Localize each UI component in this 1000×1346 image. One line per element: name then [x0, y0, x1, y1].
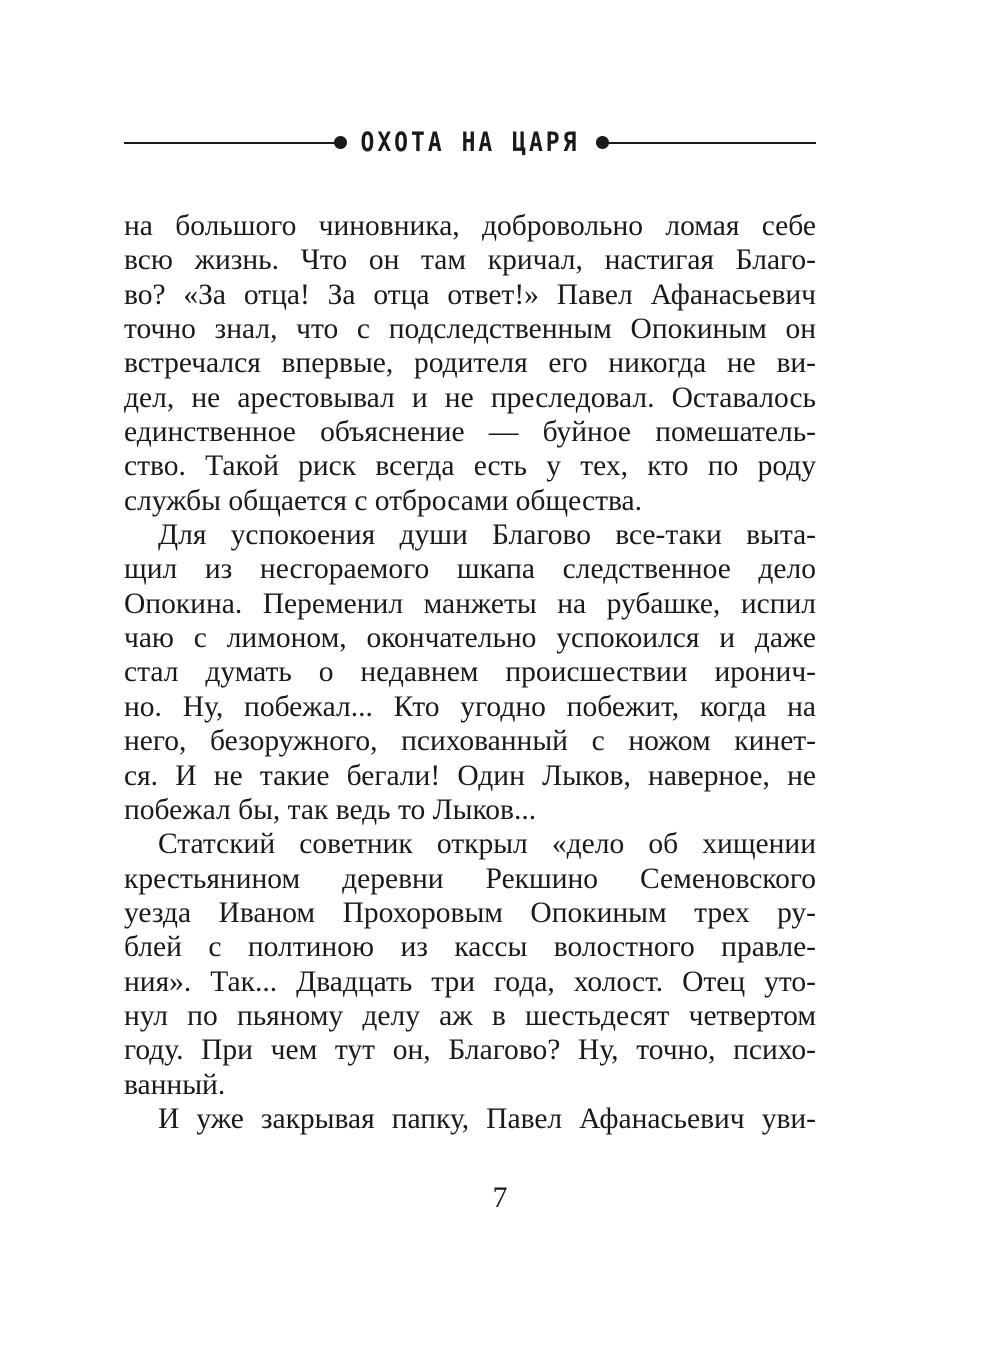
text-line: но. Ну, побежал... Кто угодно побежит, когда на [124, 690, 816, 723]
body-text [124, 209, 816, 1136]
paragraph [124, 827, 816, 1102]
text-line: стал думать о недавнем происшествии иронич- [124, 656, 816, 689]
text-line: дел, не арестовывал и не преследовал. Оставалось [124, 381, 816, 414]
header-rule-left [124, 142, 336, 144]
text-line: ванный. [124, 1068, 226, 1101]
text-line: году. При чем тут он, Благово? Ну, точно, психо- [124, 1034, 816, 1067]
text-line: службы общается с отбросами общества. [124, 484, 642, 517]
running-header [124, 118, 816, 168]
paragraph [124, 518, 816, 827]
text-line: уезда Иваном Прохоровым Опокиным трех ру- [124, 896, 816, 929]
text-line: нул по пьяному делу аж в шестьдесят четвертом [124, 999, 816, 1032]
page-number: 7 [492, 1181, 508, 1214]
text-line: встречался впервые, родителя его никогда не ви- [124, 347, 816, 380]
text-line: Для успокоения души Благово все-таки выта- [158, 519, 816, 552]
text-line: всю жизнь. Что он там кричал, настигая Благо- [124, 244, 816, 277]
header-rule-right [608, 142, 816, 144]
text-line: Статский советник открыл «дело об хищении [158, 828, 816, 861]
text-line: во? «За отца! За отца ответ!» Павел Афанасьевич [124, 278, 816, 311]
text-line: ство. Такой риск всегда есть у тех, кто по роду [124, 450, 816, 483]
text-line: крестьянином деревни Рекшино Семеновского [124, 862, 816, 895]
text-line: ния». Так... Двадцать три года, холост. Отец уто- [124, 965, 816, 998]
paragraph [124, 209, 816, 518]
text-line: побежал бы, так ведь то Лыков... [124, 793, 537, 826]
text-line: на большого чиновника, добровольно ломая себе [124, 210, 816, 242]
paragraph [124, 1102, 816, 1136]
text-line: точно знал, что с подследственным Опокиным он [124, 313, 816, 346]
text-line: блей с полтиною из кассы волостного правле- [124, 931, 816, 964]
running-header-title: ОХОТА НА ЦАРЯ [360, 128, 580, 158]
text-line: И уже закрывая папку, Павел Афанасьевич уви- [158, 1102, 816, 1135]
text-line: чаю с лимоном, окончательно успокоился и даже [124, 622, 816, 655]
text-line: Опокина. Переменил манжеты на рубашке, испил [124, 587, 816, 620]
text-line: ся. И не такие бегали! Один Лыков, наверное, не [124, 759, 816, 792]
text-line: него, безоружного, психованный с ножом кинет- [124, 725, 816, 758]
text-line: единственное объяснение — буйное помешатель- [124, 416, 816, 449]
bullet-dot-icon [334, 136, 347, 149]
text-line: щил из несгораемого шкапа следственное дело [124, 553, 816, 586]
